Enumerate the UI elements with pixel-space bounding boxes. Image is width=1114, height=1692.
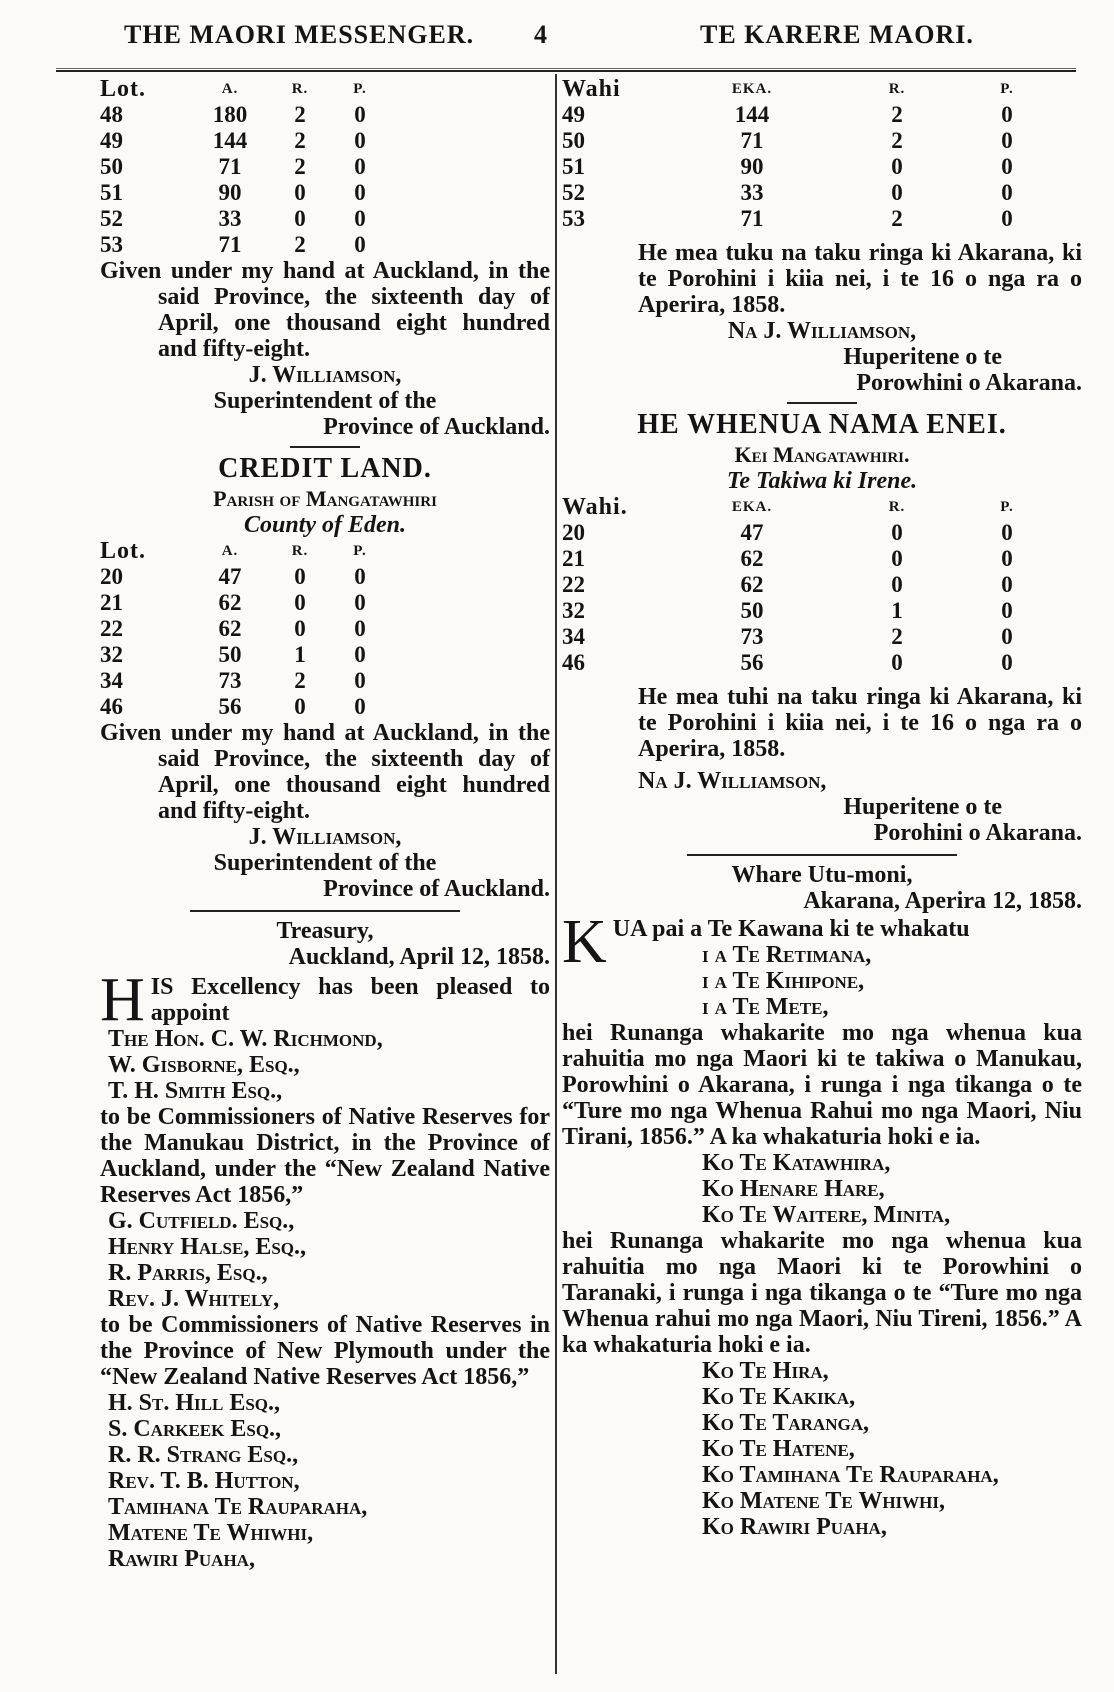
header-rule — [56, 70, 1076, 72]
given-under-paragraph: Given under my hand at Auckland, in the said Province, the sixteenth day of April, one thousand eight hundred and fifty-eight. — [100, 720, 550, 824]
commissioners-list-3 — [100, 1390, 550, 1572]
commissioner-name: S. Carkeek Esq., — [108, 1416, 282, 1442]
header-english-title: THE MAORI MESSENGER. — [124, 20, 475, 49]
signature-title: Superintendent of the — [213, 850, 437, 876]
table-cell: 62 — [218, 590, 242, 615]
given-under-paragraph: Given under my hand at Auckland, in the said Province, the sixteenth day of April, one thousand eight hundred and fifty-eight. — [100, 258, 550, 362]
column-header-acres: A. — [221, 81, 239, 97]
signature-province: Province of Auckland. — [323, 876, 550, 902]
notice-opening-text: IS Excellency has been pleased to appoint — [150, 974, 550, 1026]
table-cell: 33 — [740, 180, 764, 205]
table-cell: 50 — [562, 128, 585, 153]
commission-purpose: to be Commissioners of Native Reserves for the Manukau District, in the Province of Auckland, under the “New Zealand Native Reserves Act 1856,” — [100, 1104, 550, 1208]
runanga-name: Ko Te Waitere, Minita, — [702, 1202, 951, 1228]
column-header-perches: P. — [353, 81, 367, 97]
table-cell: 0 — [891, 180, 903, 205]
drop-cap-letter: H — [100, 966, 145, 1034]
signature-province: Porowhini o Akarana. — [856, 370, 1082, 396]
table-cell: 33 — [218, 206, 242, 231]
table-row — [562, 128, 1082, 154]
runanga-name: Ko Te Hira, — [702, 1358, 829, 1384]
section-rule — [290, 446, 360, 448]
table-cell: 0 — [354, 102, 366, 127]
runanga-name: Ko Tamihana Te Rauparaha, — [702, 1462, 999, 1488]
runanga-name: Ko Matene Te Whiwhi, — [702, 1488, 946, 1514]
takiwa-heading: Te Takiwa ki Irene. — [726, 468, 918, 494]
table-cell: 0 — [1001, 180, 1013, 205]
table-cell: 0 — [1001, 128, 1013, 153]
runanga-list-3 — [562, 1358, 1082, 1540]
column-header-roods: R. — [291, 81, 309, 97]
table-cell: 0 — [891, 546, 903, 571]
signature-province: Porohini o Akarana. — [873, 820, 1082, 846]
signature-name: Na J. Williamson, — [727, 318, 917, 344]
table-cell: 71 — [218, 232, 242, 257]
table-row — [100, 616, 550, 642]
header-maori-title: TE KARERE MAORI. — [700, 20, 974, 49]
left-column — [100, 76, 550, 1572]
commissioner-name: R. R. Strang Esq., — [108, 1442, 299, 1468]
table-row — [100, 564, 550, 590]
runanga-name: i a Te Kihipone, — [702, 968, 865, 994]
table-row — [100, 154, 550, 180]
table-cell: 2 — [891, 102, 903, 127]
section-rule — [687, 854, 957, 856]
signature-name: Na J. Williamson, — [638, 768, 827, 794]
table-row — [100, 102, 550, 128]
table-cell: 21 — [100, 590, 123, 615]
table-cell: 0 — [294, 694, 306, 719]
table-cell: 0 — [354, 232, 366, 257]
commissioner-name: Matene Te Whiwhi, — [108, 1520, 314, 1546]
table-cell: 32 — [562, 598, 585, 623]
table-cell: 90 — [218, 180, 242, 205]
table-cell: 46 — [100, 694, 123, 719]
commissioner-name: R. Parris, Esq., — [108, 1260, 268, 1286]
table-cell: 0 — [294, 564, 306, 589]
column-header-roods: R. — [888, 81, 906, 97]
table-cell: 22 — [100, 616, 123, 641]
table-cell: 2 — [294, 128, 306, 153]
table-row — [100, 232, 550, 258]
table-cell: 49 — [562, 102, 585, 127]
column-header-eka: EKA. — [731, 81, 773, 97]
column-header-lot: Lot. — [100, 538, 146, 564]
column-divider — [555, 74, 557, 1674]
table-cell: 0 — [294, 206, 306, 231]
runanga-list-2 — [562, 1150, 1082, 1228]
table-cell: 1 — [891, 598, 903, 623]
table-row — [562, 102, 1082, 128]
table-cell: 0 — [891, 650, 903, 675]
drop-cap-letter: K — [562, 908, 607, 976]
table-header-row — [100, 76, 550, 102]
table-cell: 0 — [354, 590, 366, 615]
table-cell: 2 — [294, 102, 306, 127]
runanga-name: i a Te Retimana, — [702, 942, 872, 968]
column-header-perches: P. — [1000, 81, 1014, 97]
table-header-row — [562, 494, 1082, 520]
commissioner-name: T. H. Smith Esq., — [108, 1078, 283, 1104]
his-excellency-notice — [100, 966, 550, 1572]
runanga-purpose: hei Runanga whakarite mo nga whenua kua rahuitia mo nga Maori ki te takiwa o Manukau, Porowhini o Akarana, i runga i nga tikanga o te “Ture mo nga Whenua Rahui mo nga Maori, Niu Tirani, 1856.” A ka whakaturia hoki e ia. — [562, 1020, 1082, 1150]
section-title: HE WHENUA NAMA ENEI. — [637, 409, 1007, 440]
table-cell: 2 — [891, 206, 903, 231]
table-cell: 0 — [1001, 102, 1013, 127]
signature-title: Huperitene o te — [843, 344, 1002, 370]
table-cell: 46 — [562, 650, 585, 675]
table-cell: 0 — [891, 520, 903, 545]
column-header-roods: R. — [291, 543, 309, 559]
table-row — [562, 624, 1082, 650]
table-cell: 52 — [562, 180, 585, 205]
table-cell: 0 — [294, 590, 306, 615]
wahi-table-1 — [562, 76, 1082, 232]
county-heading: County of Eden. — [243, 512, 407, 538]
section-rule — [787, 402, 857, 404]
column-header-roods: R. — [888, 499, 906, 515]
table-row — [562, 650, 1082, 676]
notice-opening-text: UA pai a Te Kawana ki te whakatu — [612, 916, 970, 942]
signature-name: J. Williamson, — [248, 824, 402, 850]
table-header-row — [100, 538, 550, 564]
whare-line: Whare Utu-moni, — [731, 862, 913, 888]
table-cell: 53 — [562, 206, 585, 231]
table-cell: 48 — [100, 102, 123, 127]
table-cell: 50 — [740, 598, 764, 623]
section-rule — [190, 910, 460, 912]
table-cell: 20 — [100, 564, 123, 589]
table-cell: 34 — [562, 624, 585, 649]
table-row — [562, 180, 1082, 206]
table-row — [562, 154, 1082, 180]
table-cell: 180 — [212, 102, 248, 127]
whare-date: Akarana, Aperira 12, 1858. — [803, 888, 1082, 914]
table-header-row — [562, 76, 1082, 102]
table-cell: 32 — [100, 642, 123, 667]
column-header-lot: Lot. — [100, 76, 146, 102]
table-cell: 62 — [218, 616, 242, 641]
table-cell: 0 — [294, 616, 306, 641]
column-header-acres: A. — [221, 543, 239, 559]
table-cell: 0 — [891, 572, 903, 597]
table-row — [562, 546, 1082, 572]
header-rule-thin — [56, 68, 1076, 69]
page-header — [0, 14, 1114, 54]
table-cell: 73 — [740, 624, 764, 649]
commissioner-name: The Hon. C. W. Richmond, — [108, 1026, 383, 1052]
table-cell: 56 — [218, 694, 242, 719]
table-row — [562, 572, 1082, 598]
table-cell: 0 — [1001, 154, 1013, 179]
treasury-date: Auckland, April 12, 1858. — [288, 944, 550, 970]
table-cell: 0 — [1001, 598, 1013, 623]
table-cell: 0 — [354, 616, 366, 641]
runanga-name: i a Te Mete, — [702, 994, 829, 1020]
runanga-list-1 — [562, 942, 1082, 1020]
table-row — [562, 520, 1082, 546]
table-cell: 51 — [100, 180, 123, 205]
table-row — [100, 694, 550, 720]
table-cell: 2 — [294, 154, 306, 179]
commissioner-name: H. St. Hill Esq., — [108, 1390, 281, 1416]
commissioner-name: G. Cutfield. Esq., — [108, 1208, 295, 1234]
table-cell: 47 — [218, 564, 242, 589]
table-cell: 49 — [100, 128, 123, 153]
table-cell: 1 — [294, 642, 306, 667]
table-cell: 0 — [1001, 206, 1013, 231]
commissioners-list-2 — [100, 1208, 550, 1312]
table-cell: 71 — [218, 154, 242, 179]
table-row — [100, 128, 550, 154]
commissioners-list-1 — [100, 1026, 550, 1104]
table-cell: 73 — [218, 668, 242, 693]
table-row — [100, 180, 550, 206]
runanga-name: Ko Te Taranga, — [702, 1410, 869, 1436]
table-cell: 22 — [562, 572, 585, 597]
he-mea-tuku-paragraph: He mea tuku na taku ringa ki Akarana, ki te Porohini i kiia nei, i te 16 o nga ra o Aperira, 1858. — [638, 240, 1082, 318]
table-cell: 144 — [734, 102, 770, 127]
parish-heading: Parish of Mangatawhiri — [213, 486, 437, 511]
right-column — [562, 76, 1082, 1540]
commissioner-name: Rawiri Puaha, — [108, 1546, 255, 1572]
table-cell: 0 — [891, 154, 903, 179]
table-cell: 2 — [891, 624, 903, 649]
table-cell: 0 — [354, 694, 366, 719]
table-cell: 0 — [354, 642, 366, 667]
table-cell: 0 — [1001, 572, 1013, 597]
commissioner-name: Rev. T. B. Hutton, — [108, 1468, 300, 1494]
table-row — [100, 206, 550, 232]
runanga-name: Ko Te Kakika, — [702, 1384, 856, 1410]
runanga-name: Ko Te Katawhira, — [702, 1150, 891, 1176]
table-cell: 0 — [354, 180, 366, 205]
table-cell: 62 — [740, 572, 764, 597]
table-cell: 0 — [1001, 624, 1013, 649]
lot-table-2 — [100, 538, 550, 720]
table-row — [100, 668, 550, 694]
table-row — [100, 642, 550, 668]
column-header-eka: EKA. — [731, 499, 773, 515]
column-header-perches: P. — [1000, 499, 1014, 515]
table-cell: 62 — [740, 546, 764, 571]
table-row — [100, 590, 550, 616]
runanga-purpose: hei Runanga whakarite mo nga whenua kua rahuitia mo nga Maori ki te Porowhini o Taranaki, i runga i nga tikanga o te “Ture mo nga Whenua rahui mo nga Maori, Niu Tireni, 1856.” A ka whakaturia hoki e ia. — [562, 1228, 1082, 1358]
column-header-wahi: Wahi. — [562, 494, 628, 520]
commissioner-name: Tamihana Te Rauparaha, — [108, 1494, 368, 1520]
table-cell: 0 — [1001, 546, 1013, 571]
commissioner-name: Rev. J. Whitely, — [108, 1286, 280, 1312]
column-header-perches: P. — [353, 543, 367, 559]
table-cell: 71 — [740, 206, 764, 231]
runanga-name: Ko Henare Hare, — [702, 1176, 885, 1202]
notice-opening — [100, 966, 550, 1034]
table-cell: 0 — [294, 180, 306, 205]
table-cell: 50 — [218, 642, 242, 667]
table-cell: 52 — [100, 206, 123, 231]
signature-name: J. Williamson, — [248, 362, 402, 388]
page-number: 4 — [534, 20, 548, 49]
table-cell: 50 — [100, 154, 123, 179]
kua-pai-notice — [562, 908, 1082, 1540]
runanga-name: Ko Rawiri Puaha, — [702, 1514, 887, 1540]
table-cell: 144 — [212, 128, 248, 153]
table-cell: 0 — [1001, 520, 1013, 545]
he-mea-tuhi-paragraph: He mea tuhi na taku ringa ki Akarana, ki te Porohini i kiia nei, i te 16 o nga ra o Aperira, 1858. — [638, 684, 1082, 762]
table-cell: 51 — [562, 154, 585, 179]
kei-heading: Kei Mangatawhiri. — [734, 442, 910, 467]
lot-table-1 — [100, 76, 550, 258]
table-cell: 2 — [294, 668, 306, 693]
table-cell: 0 — [354, 668, 366, 693]
table-cell: 0 — [354, 206, 366, 231]
table-cell: 0 — [1001, 650, 1013, 675]
signature-title: Superintendent of the — [213, 388, 437, 414]
table-cell: 34 — [100, 668, 123, 693]
table-cell: 2 — [294, 232, 306, 257]
signature-title: Huperitene o te — [843, 794, 1002, 820]
table-cell: 53 — [100, 232, 123, 257]
table-cell: 0 — [354, 154, 366, 179]
section-title: CREDIT LAND. — [218, 453, 432, 484]
table-cell: 71 — [740, 128, 764, 153]
table-cell: 20 — [562, 520, 585, 545]
table-row — [562, 206, 1082, 232]
commissioner-name: Henry Halse, Esq., — [108, 1234, 307, 1260]
runanga-name: Ko Te Hatene, — [702, 1436, 855, 1462]
table-cell: 0 — [354, 128, 366, 153]
table-row — [562, 598, 1082, 624]
commission-purpose: to be Commissioners of Native Reserves in the Province of New Plymouth under the “New Zealand Native Reserves Act 1856,” — [100, 1312, 550, 1390]
table-cell: 21 — [562, 546, 585, 571]
commissioner-name: W. Gisborne, Esq., — [108, 1052, 300, 1078]
table-cell: 90 — [740, 154, 764, 179]
table-cell: 56 — [740, 650, 764, 675]
column-header-wahi: Wahi — [562, 76, 621, 102]
signature-province: Province of Auckland. — [323, 414, 550, 440]
table-cell: 0 — [354, 564, 366, 589]
treasury-line: Treasury, — [276, 918, 374, 944]
table-cell: 2 — [891, 128, 903, 153]
wahi-table-2 — [562, 494, 1082, 676]
table-cell: 47 — [740, 520, 764, 545]
